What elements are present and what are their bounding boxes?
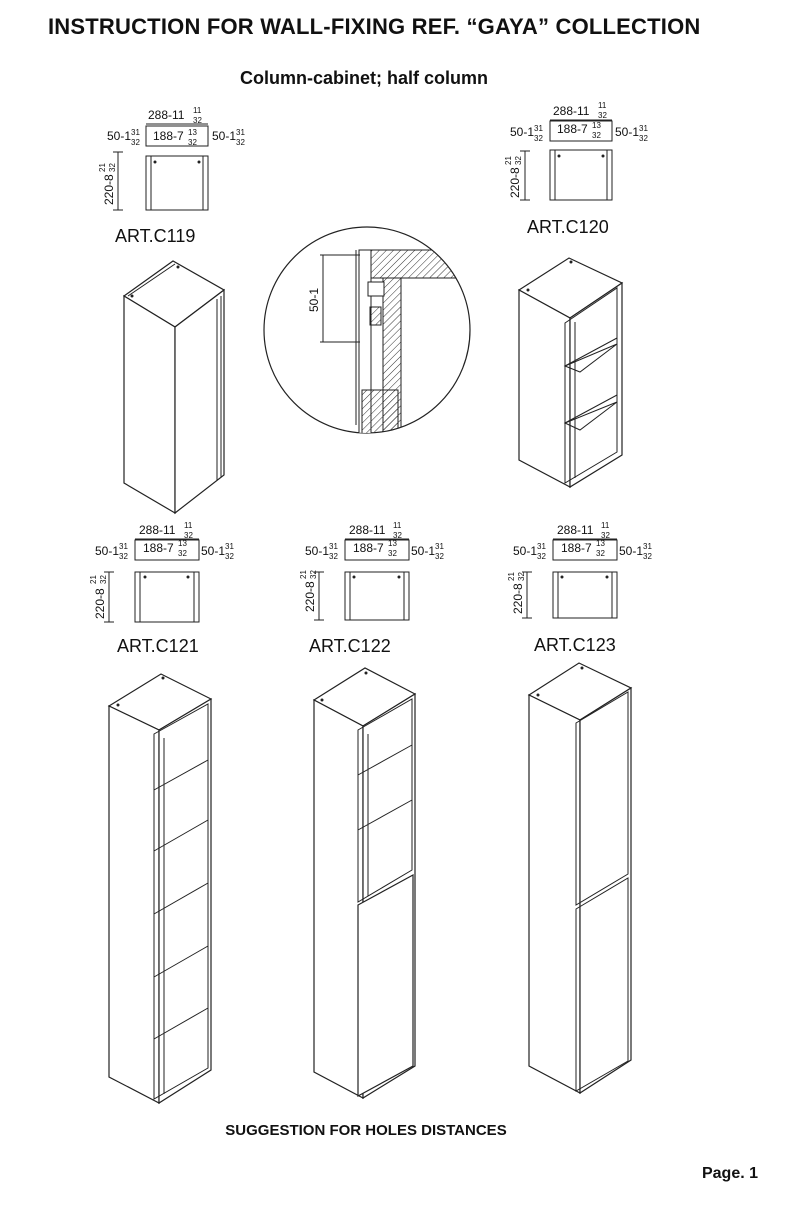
dimension-block-c119: [98, 106, 245, 210]
svg-text:13: 13: [388, 539, 397, 548]
article-label-c119: ART.C119: [115, 226, 196, 246]
svg-text:31: 31: [236, 128, 245, 137]
svg-text:13: 13: [178, 539, 187, 548]
svg-text:21: 21: [89, 575, 98, 584]
svg-text:188-7: 188-7: [143, 541, 174, 555]
cabinet-c120: [519, 258, 622, 487]
svg-text:32: 32: [193, 116, 202, 125]
svg-text:50-1: 50-1: [513, 544, 538, 558]
detail-dimension: 50-1: [307, 287, 321, 312]
svg-text:32: 32: [596, 549, 605, 558]
svg-text:11: 11: [193, 106, 202, 115]
dim-overall: 288-11: [148, 108, 185, 122]
document-title: INSTRUCTION FOR WALL-FIXING REF. “GAYA” COLLECTION: [48, 14, 701, 39]
svg-text:188-7: 188-7: [353, 541, 384, 555]
svg-text:32: 32: [534, 134, 543, 143]
svg-text:32: 32: [393, 531, 402, 540]
wall-fixing-detail: [264, 227, 470, 440]
article-label-c122: ART.C122: [309, 636, 391, 656]
svg-text:13: 13: [592, 121, 601, 130]
svg-text:21: 21: [98, 163, 107, 172]
svg-text:32: 32: [388, 549, 397, 558]
article-label-c121: ART.C121: [117, 636, 199, 656]
svg-text:32: 32: [537, 552, 546, 561]
svg-text:32: 32: [639, 134, 648, 143]
document-subtitle: Column-cabinet; half column: [239, 68, 488, 88]
cabinet-c121: [109, 674, 211, 1103]
svg-text:21: 21: [299, 570, 308, 579]
svg-text:31: 31: [131, 128, 140, 137]
svg-text:32: 32: [188, 138, 197, 147]
svg-text:288-11: 288-11: [553, 104, 590, 118]
svg-text:288-11: 288-11: [349, 523, 386, 537]
svg-text:50-1: 50-1: [95, 544, 120, 558]
dim-side-left: 50-1: [107, 129, 132, 143]
svg-text:32: 32: [601, 531, 610, 540]
svg-text:31: 31: [435, 542, 444, 551]
footer-note: SUGGESTION FOR HOLES DISTANCES: [225, 1122, 507, 1139]
svg-text:50-1: 50-1: [619, 544, 644, 558]
svg-text:11: 11: [601, 521, 610, 530]
svg-text:31: 31: [534, 124, 543, 133]
svg-text:32: 32: [435, 552, 444, 561]
svg-text:50-1: 50-1: [411, 544, 436, 558]
svg-text:50-1: 50-1: [305, 544, 330, 558]
svg-text:32: 32: [178, 549, 187, 558]
svg-text:220-8: 220-8: [93, 588, 107, 619]
svg-text:288-11: 288-11: [139, 523, 176, 537]
svg-text:32: 32: [131, 138, 140, 147]
dimension-block-c121: [89, 521, 234, 622]
svg-text:32: 32: [643, 552, 652, 561]
svg-text:31: 31: [225, 542, 234, 551]
svg-text:288-11: 288-11: [557, 523, 594, 537]
svg-text:220-8: 220-8: [508, 167, 522, 198]
svg-text:31: 31: [643, 542, 652, 551]
svg-text:32: 32: [99, 575, 108, 584]
svg-text:31: 31: [119, 542, 128, 551]
svg-text:21: 21: [507, 572, 516, 581]
svg-text:11: 11: [184, 521, 193, 530]
svg-text:220-8: 220-8: [511, 583, 525, 614]
svg-text:11: 11: [598, 101, 607, 110]
svg-text:32: 32: [119, 552, 128, 561]
svg-text:31: 31: [537, 542, 546, 551]
svg-text:32: 32: [184, 531, 193, 540]
svg-text:32: 32: [225, 552, 234, 561]
dimension-block-c123: [507, 521, 652, 618]
svg-text:32: 32: [592, 131, 601, 140]
svg-text:21: 21: [504, 156, 513, 165]
svg-text:31: 31: [329, 542, 338, 551]
svg-text:32: 32: [108, 163, 117, 172]
svg-text:188-7: 188-7: [561, 541, 592, 555]
svg-text:11: 11: [393, 521, 402, 530]
cabinet-c123: [529, 663, 631, 1093]
dim-side-right: 50-1: [212, 129, 237, 143]
svg-text:32: 32: [517, 572, 526, 581]
svg-text:13: 13: [596, 539, 605, 548]
page-number: Page. 1: [701, 1165, 758, 1182]
svg-text:13: 13: [188, 128, 197, 137]
dimension-block-c122: [299, 521, 444, 620]
article-label-c120: ART.C120: [527, 217, 609, 237]
svg-text:31: 31: [639, 124, 648, 133]
article-label-c123: ART.C123: [534, 635, 616, 655]
svg-text:32: 32: [514, 156, 523, 165]
svg-text:32: 32: [236, 138, 245, 147]
dimension-block-c120: [504, 101, 648, 200]
svg-text:50-1: 50-1: [510, 125, 535, 139]
svg-text:32: 32: [598, 111, 607, 120]
dim-center: 188-7: [153, 129, 184, 143]
svg-text:188-7: 188-7: [557, 122, 588, 136]
svg-text:50-1: 50-1: [615, 125, 640, 139]
cabinet-c119: [124, 261, 224, 513]
svg-text:32: 32: [329, 552, 338, 561]
svg-text:220-8: 220-8: [303, 581, 317, 612]
svg-text:50-1: 50-1: [201, 544, 226, 558]
svg-text:32: 32: [309, 570, 318, 579]
cabinet-c122: [314, 668, 415, 1098]
dim-height: 220-8: [102, 174, 116, 205]
